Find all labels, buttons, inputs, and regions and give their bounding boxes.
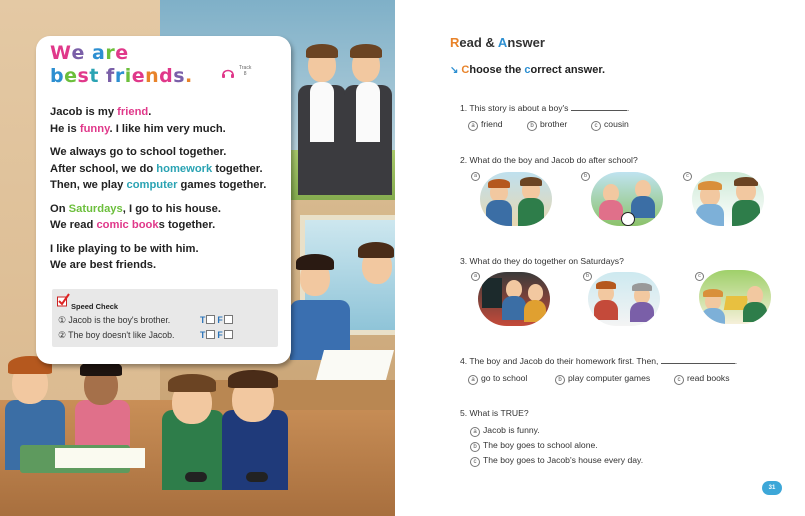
question-1: [460, 102, 629, 113]
question-2: 2. What do the boy and Jacob do after school?: [460, 155, 638, 165]
q3-picture-b[interactable]: [588, 272, 660, 326]
story-text-segment: We read: [50, 219, 97, 231]
story-text-segment: We are best friends.: [50, 259, 157, 271]
story-text-segment: .: [148, 106, 152, 118]
question-5: 5. What is TRUE?: [460, 408, 529, 418]
question-1-end: .: [626, 103, 630, 113]
answer-blank[interactable]: [661, 355, 738, 366]
title-letter: .: [185, 65, 193, 87]
speed-check-item-1: ① Jacob is the boy's brother.: [58, 315, 171, 325]
story-card: [36, 36, 291, 364]
instruction-c2: c: [524, 64, 531, 76]
speed-check-tf-1: [200, 315, 235, 325]
q4-option-c[interactable]: [674, 373, 730, 385]
option-label: cousin: [604, 119, 629, 129]
false-label: F: [217, 315, 223, 325]
q2-letter-b[interactable]: b: [581, 172, 590, 181]
false-label: F: [217, 330, 223, 340]
story-line: [50, 144, 285, 161]
q1-option-b[interactable]: [527, 119, 567, 131]
option-label: The boy goes to school alone.: [483, 440, 598, 450]
track-number: 8: [243, 71, 247, 77]
story-text-segment: Then, we play: [50, 179, 127, 191]
title-letter: W: [50, 42, 72, 64]
highlighted-word: homework: [156, 162, 213, 175]
instruction-mid: hoose the: [469, 64, 525, 76]
q3-picture-a[interactable]: [478, 272, 550, 326]
title-letter: [99, 65, 106, 88]
speed-check-title: Speed Check: [71, 302, 119, 311]
title-letter: t: [89, 65, 99, 87]
option-label: brother: [540, 119, 568, 129]
false-checkbox[interactable]: [224, 330, 233, 339]
story-line: [50, 121, 285, 138]
title-letter: f: [106, 65, 115, 87]
q2-letter-c[interactable]: c: [683, 172, 692, 181]
title-letter: n: [145, 65, 160, 87]
true-label: T: [200, 315, 206, 325]
title-letter: r: [114, 65, 125, 87]
option-label: play computer games: [568, 373, 651, 383]
speed-check-tf-2: [200, 330, 235, 340]
game-controller-icon: [185, 472, 207, 482]
story-line: [50, 161, 285, 178]
option-letter: c: [591, 121, 601, 131]
option-label: go to school: [481, 373, 528, 383]
story-line: [50, 201, 285, 218]
title-letter: [85, 42, 92, 65]
left-page: [0, 0, 395, 516]
story-line: [50, 177, 285, 194]
right-page: [395, 0, 805, 516]
title-first-letter: R: [450, 35, 460, 50]
story-line: [50, 217, 285, 234]
title-end: nswer: [507, 35, 545, 50]
q1-option-c[interactable]: [591, 119, 629, 131]
soccer-ball-icon: [621, 212, 635, 226]
track-label-text: Track: [239, 65, 252, 71]
q2-picture-b[interactable]: [591, 172, 663, 226]
title-letter: i: [124, 65, 132, 87]
speed-check-item-2: ② The boy doesn't like Jacob.: [58, 330, 175, 340]
instruction-end: orrect answer.: [530, 64, 606, 76]
story-paragraph: [50, 241, 285, 274]
story-text-segment: He is: [50, 122, 80, 135]
instruction: [450, 64, 605, 76]
option-letter: a: [468, 375, 478, 385]
story-text-segment: games together.: [177, 179, 267, 191]
option-label: Jacob is funny.: [483, 425, 540, 435]
speed-check-box: [52, 289, 278, 347]
red-checkmark-icon: [57, 293, 70, 307]
title-letter: d: [159, 65, 174, 87]
story-text-segment: On: [50, 202, 69, 215]
answer-blank[interactable]: [571, 102, 630, 113]
question-1-text: 1. This story is about a boy's: [460, 103, 569, 113]
true-checkbox[interactable]: [206, 315, 215, 324]
q3-letter-c[interactable]: c: [695, 272, 704, 281]
option-letter: a: [470, 427, 480, 437]
game-controller-icon: [246, 472, 268, 482]
option-label: read books: [687, 373, 730, 383]
true-label: T: [200, 330, 206, 340]
q2-letter-a[interactable]: a: [471, 172, 480, 181]
question-4-text: 4. The boy and Jacob do their homework first. Then,: [460, 356, 659, 366]
true-checkbox[interactable]: [206, 330, 215, 339]
story-line: [50, 257, 285, 274]
question-4: [460, 355, 737, 366]
story-text-segment: I like playing to be with him.: [50, 242, 199, 255]
title-letter: s: [173, 65, 186, 87]
option-letter: b: [470, 442, 480, 452]
story-title-line-1: [50, 42, 193, 65]
title-letter: a: [91, 42, 106, 64]
track-label: [239, 65, 251, 77]
story-line: [50, 104, 285, 121]
title-letter: r: [105, 42, 116, 64]
title-a-letter: A: [497, 35, 508, 50]
question-4-end: .: [734, 356, 738, 366]
section-title: [450, 35, 545, 50]
highlighted-word: friend: [117, 106, 149, 118]
highlighted-word: funny: [79, 122, 110, 135]
story-paragraph: [50, 201, 285, 234]
instruction-c: C: [461, 64, 470, 76]
question-3: 3. What do they do together on Saturdays?: [460, 256, 624, 266]
arrow-icon: ↘: [450, 65, 459, 76]
q2-picture-c[interactable]: [692, 172, 764, 226]
story-text-segment: After school, we do: [50, 162, 157, 175]
q5-option-a[interactable]: [470, 425, 540, 437]
false-checkbox[interactable]: [224, 315, 233, 324]
option-letter: a: [468, 121, 478, 131]
option-label: friend: [481, 119, 503, 129]
headphones-icon[interactable]: [221, 67, 235, 79]
title-letter: e: [131, 65, 146, 87]
story-text-segment: . I like him very much.: [109, 122, 226, 135]
q1-option-a[interactable]: [468, 119, 503, 131]
page-number: 31: [762, 481, 782, 495]
story-text-segment: Jacob is my: [50, 106, 118, 118]
highlighted-word: Saturdays: [68, 202, 123, 215]
option-letter: b: [555, 375, 565, 385]
story-text-segment: s together.: [158, 219, 216, 231]
q2-picture-a[interactable]: [480, 172, 552, 226]
q5-option-b[interactable]: [470, 440, 598, 452]
story-paragraph: [50, 144, 285, 194]
title-letter: e: [71, 42, 85, 64]
q3-picture-c[interactable]: [699, 270, 771, 324]
story-text-segment: We always go to school together.: [50, 146, 227, 158]
option-label: The boy goes to Jacob's house every day.: [483, 455, 644, 465]
option-letter: b: [527, 121, 537, 131]
story-text: [50, 104, 285, 281]
story-line: [50, 241, 285, 258]
title-letter: e: [115, 42, 129, 64]
title-letter: b: [50, 65, 65, 87]
q3-letter-a[interactable]: a: [471, 272, 480, 281]
title-rest: ead &: [459, 35, 498, 50]
highlighted-word: comic book: [96, 219, 159, 231]
story-title: [50, 42, 193, 88]
option-letter: c: [470, 457, 480, 467]
story-text-segment: , I go to his house.: [122, 202, 221, 215]
story-paragraph: [50, 104, 285, 137]
story-title-line-2: [50, 65, 193, 88]
q3-letter-b[interactable]: b: [583, 272, 592, 281]
option-letter: c: [674, 375, 684, 385]
story-text-segment: together.: [212, 162, 263, 175]
q4-option-a[interactable]: [468, 373, 527, 385]
q4-option-b[interactable]: [555, 373, 650, 385]
q5-option-c[interactable]: [470, 455, 643, 467]
title-letter: s: [77, 65, 90, 87]
highlighted-word: computer: [126, 179, 178, 191]
title-letter: e: [64, 65, 78, 87]
